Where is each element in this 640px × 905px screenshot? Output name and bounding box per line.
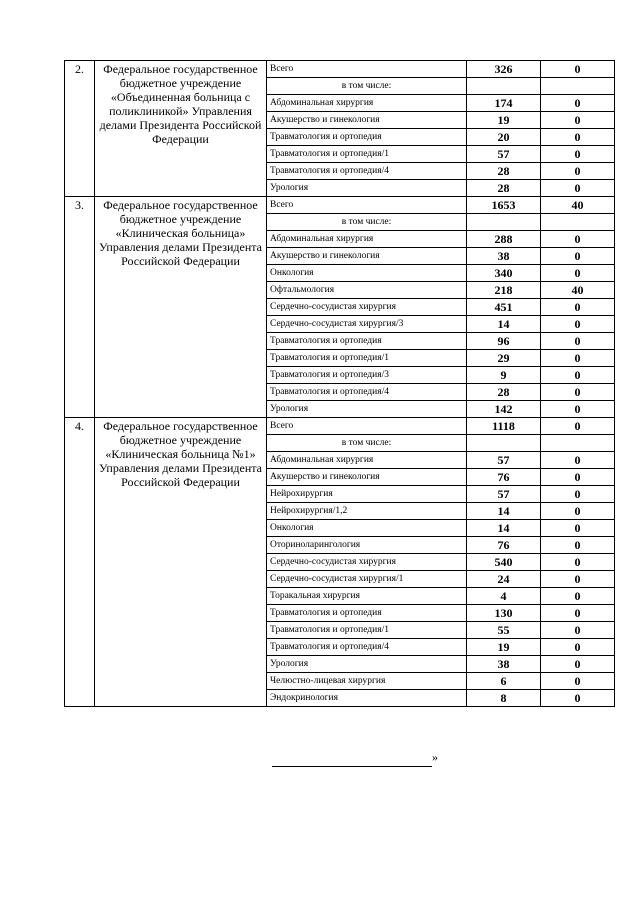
specialty-label: Акушерство и гинекология [267,469,467,486]
specialty-value-2: 40 [541,282,615,299]
closing-quote: » [432,750,438,764]
including-empty [467,78,541,95]
specialty-value-2: 0 [541,503,615,520]
specialty-label: Травматология и ортопедия/4 [267,384,467,401]
signature-line [272,752,432,767]
specialty-label: Онкология [267,520,467,537]
specialty-label: Онкология [267,265,467,282]
total-label: Всего [267,197,467,214]
section-number: 3. [65,197,95,418]
specialty-value-2: 0 [541,367,615,384]
specialty-value-2: 0 [541,452,615,469]
total-label: Всего [267,61,467,78]
specialty-label: Челюстно-лицевая хирургия [267,673,467,690]
specialty-value-2: 0 [541,537,615,554]
specialty-value: 14 [467,503,541,520]
specialty-label: Абдоминальная хирургия [267,231,467,248]
specialty-label: Сердечно-сосудистая хирургия/1 [267,571,467,588]
specialty-value-2: 0 [541,639,615,656]
specialty-value: 451 [467,299,541,316]
specialty-value: 288 [467,231,541,248]
specialty-value-2: 0 [541,571,615,588]
specialty-value-2: 0 [541,163,615,180]
specialty-label: Травматология и ортопедия/3 [267,367,467,384]
including-empty-2 [541,435,615,452]
specialty-value-2: 0 [541,350,615,367]
specialty-value: 19 [467,112,541,129]
specialty-value-2: 0 [541,554,615,571]
specialty-value-2: 0 [541,146,615,163]
including-empty [467,435,541,452]
specialty-value-2: 0 [541,656,615,673]
section-total-row [65,197,615,214]
specialty-value: 174 [467,95,541,112]
specialty-value: 76 [467,537,541,554]
specialty-value: 14 [467,316,541,333]
section-number: 4. [65,418,95,707]
specialty-value-2: 0 [541,231,615,248]
specialty-value: 142 [467,401,541,418]
specialty-value-2: 0 [541,384,615,401]
specialty-label: Сердечно-сосудистая хирургия [267,554,467,571]
including-empty [467,214,541,231]
specialty-value: 38 [467,656,541,673]
specialty-value: 20 [467,129,541,146]
specialty-value: 9 [467,367,541,384]
specialty-value: 29 [467,350,541,367]
specialty-label: Торакальная хирургия [267,588,467,605]
specialty-label: Офтальмология [267,282,467,299]
total-label: Всего [267,418,467,435]
specialty-value: 76 [467,469,541,486]
specialty-value: 14 [467,520,541,537]
specialty-label: Травматология и ортопедия/1 [267,146,467,163]
specialty-value: 8 [467,690,541,707]
specialty-value: 57 [467,452,541,469]
organization-name: Федеральное государственное бюджетное учреждение «Клиническая больница №1» Управления делами Президента Российской Федерации [95,418,267,707]
including-label: в том числе: [267,214,467,231]
specialty-value: 340 [467,265,541,282]
section-total-row [65,418,615,435]
specialty-label: Нейрохирургия/1,2 [267,503,467,520]
specialty-value: 19 [467,639,541,656]
section-number: 2. [65,61,95,197]
specialty-value: 57 [467,146,541,163]
specialty-value-2: 0 [541,605,615,622]
specialty-label: Сердечно-сосудистая хирургия [267,299,467,316]
specialty-label: Урология [267,401,467,418]
specialty-label: Травматология и ортопедия/1 [267,622,467,639]
bed-capacity-table [64,60,615,707]
specialty-value: 57 [467,486,541,503]
organization-name: Федеральное государственное бюджетное учреждение «Объединенная больница с поликлиникой» Управления делами Президента Российской Федерации [95,61,267,197]
specialty-label: Абдоминальная хирургия [267,95,467,112]
total-value: 1653 [467,197,541,214]
specialty-label: Урология [267,180,467,197]
specialty-value: 38 [467,248,541,265]
including-empty-2 [541,78,615,95]
specialty-value-2: 0 [541,622,615,639]
total-value-2: 0 [541,418,615,435]
specialty-value-2: 0 [541,520,615,537]
specialty-value-2: 0 [541,248,615,265]
specialty-value: 4 [467,588,541,605]
table-body [65,61,615,707]
specialty-label: Нейрохирургия [267,486,467,503]
specialty-value-2: 0 [541,129,615,146]
specialty-value: 28 [467,180,541,197]
specialty-label: Акушерство и гинекология [267,112,467,129]
total-value-2: 40 [541,197,615,214]
specialty-label: Сердечно-сосудистая хирургия/3 [267,316,467,333]
specialty-value: 130 [467,605,541,622]
specialty-value-2: 0 [541,265,615,282]
specialty-label: Травматология и ортопедия/1 [267,350,467,367]
including-label: в том числе: [267,78,467,95]
specialty-value: 540 [467,554,541,571]
specialty-value-2: 0 [541,95,615,112]
specialty-value-2: 0 [541,588,615,605]
specialty-value-2: 0 [541,316,615,333]
specialty-value: 96 [467,333,541,350]
specialty-label: Урология [267,656,467,673]
specialty-value-2: 0 [541,673,615,690]
specialty-value-2: 0 [541,299,615,316]
specialty-label: Травматология и ортопедия/4 [267,163,467,180]
specialty-value: 28 [467,384,541,401]
total-value: 326 [467,61,541,78]
specialty-value-2: 0 [541,112,615,129]
specialty-label: Травматология и ортопедия [267,129,467,146]
total-value: 1118 [467,418,541,435]
specialty-value-2: 0 [541,333,615,350]
including-empty-2 [541,214,615,231]
specialty-label: Акушерство и гинекология [267,248,467,265]
specialty-value: 218 [467,282,541,299]
specialty-value: 6 [467,673,541,690]
specialty-label: Эндокринология [267,690,467,707]
specialty-value-2: 0 [541,690,615,707]
specialty-label: Травматология и ортопедия/4 [267,639,467,656]
section-total-row [65,61,615,78]
total-value-2: 0 [541,61,615,78]
specialty-value-2: 0 [541,180,615,197]
specialty-value-2: 0 [541,401,615,418]
specialty-label: Травматология и ортопедия [267,605,467,622]
specialty-value: 28 [467,163,541,180]
specialty-label: Оториноларингология [267,537,467,554]
specialty-value: 24 [467,571,541,588]
specialty-label: Травматология и ортопедия [267,333,467,350]
including-label: в том числе: [267,435,467,452]
specialty-value-2: 0 [541,486,615,503]
specialty-label: Абдоминальная хирургия [267,452,467,469]
specialty-value-2: 0 [541,469,615,486]
organization-name: Федеральное государственное бюджетное учреждение «Клиническая больница» Управления делами Президента Российской Федерации [95,197,267,418]
specialty-value: 55 [467,622,541,639]
